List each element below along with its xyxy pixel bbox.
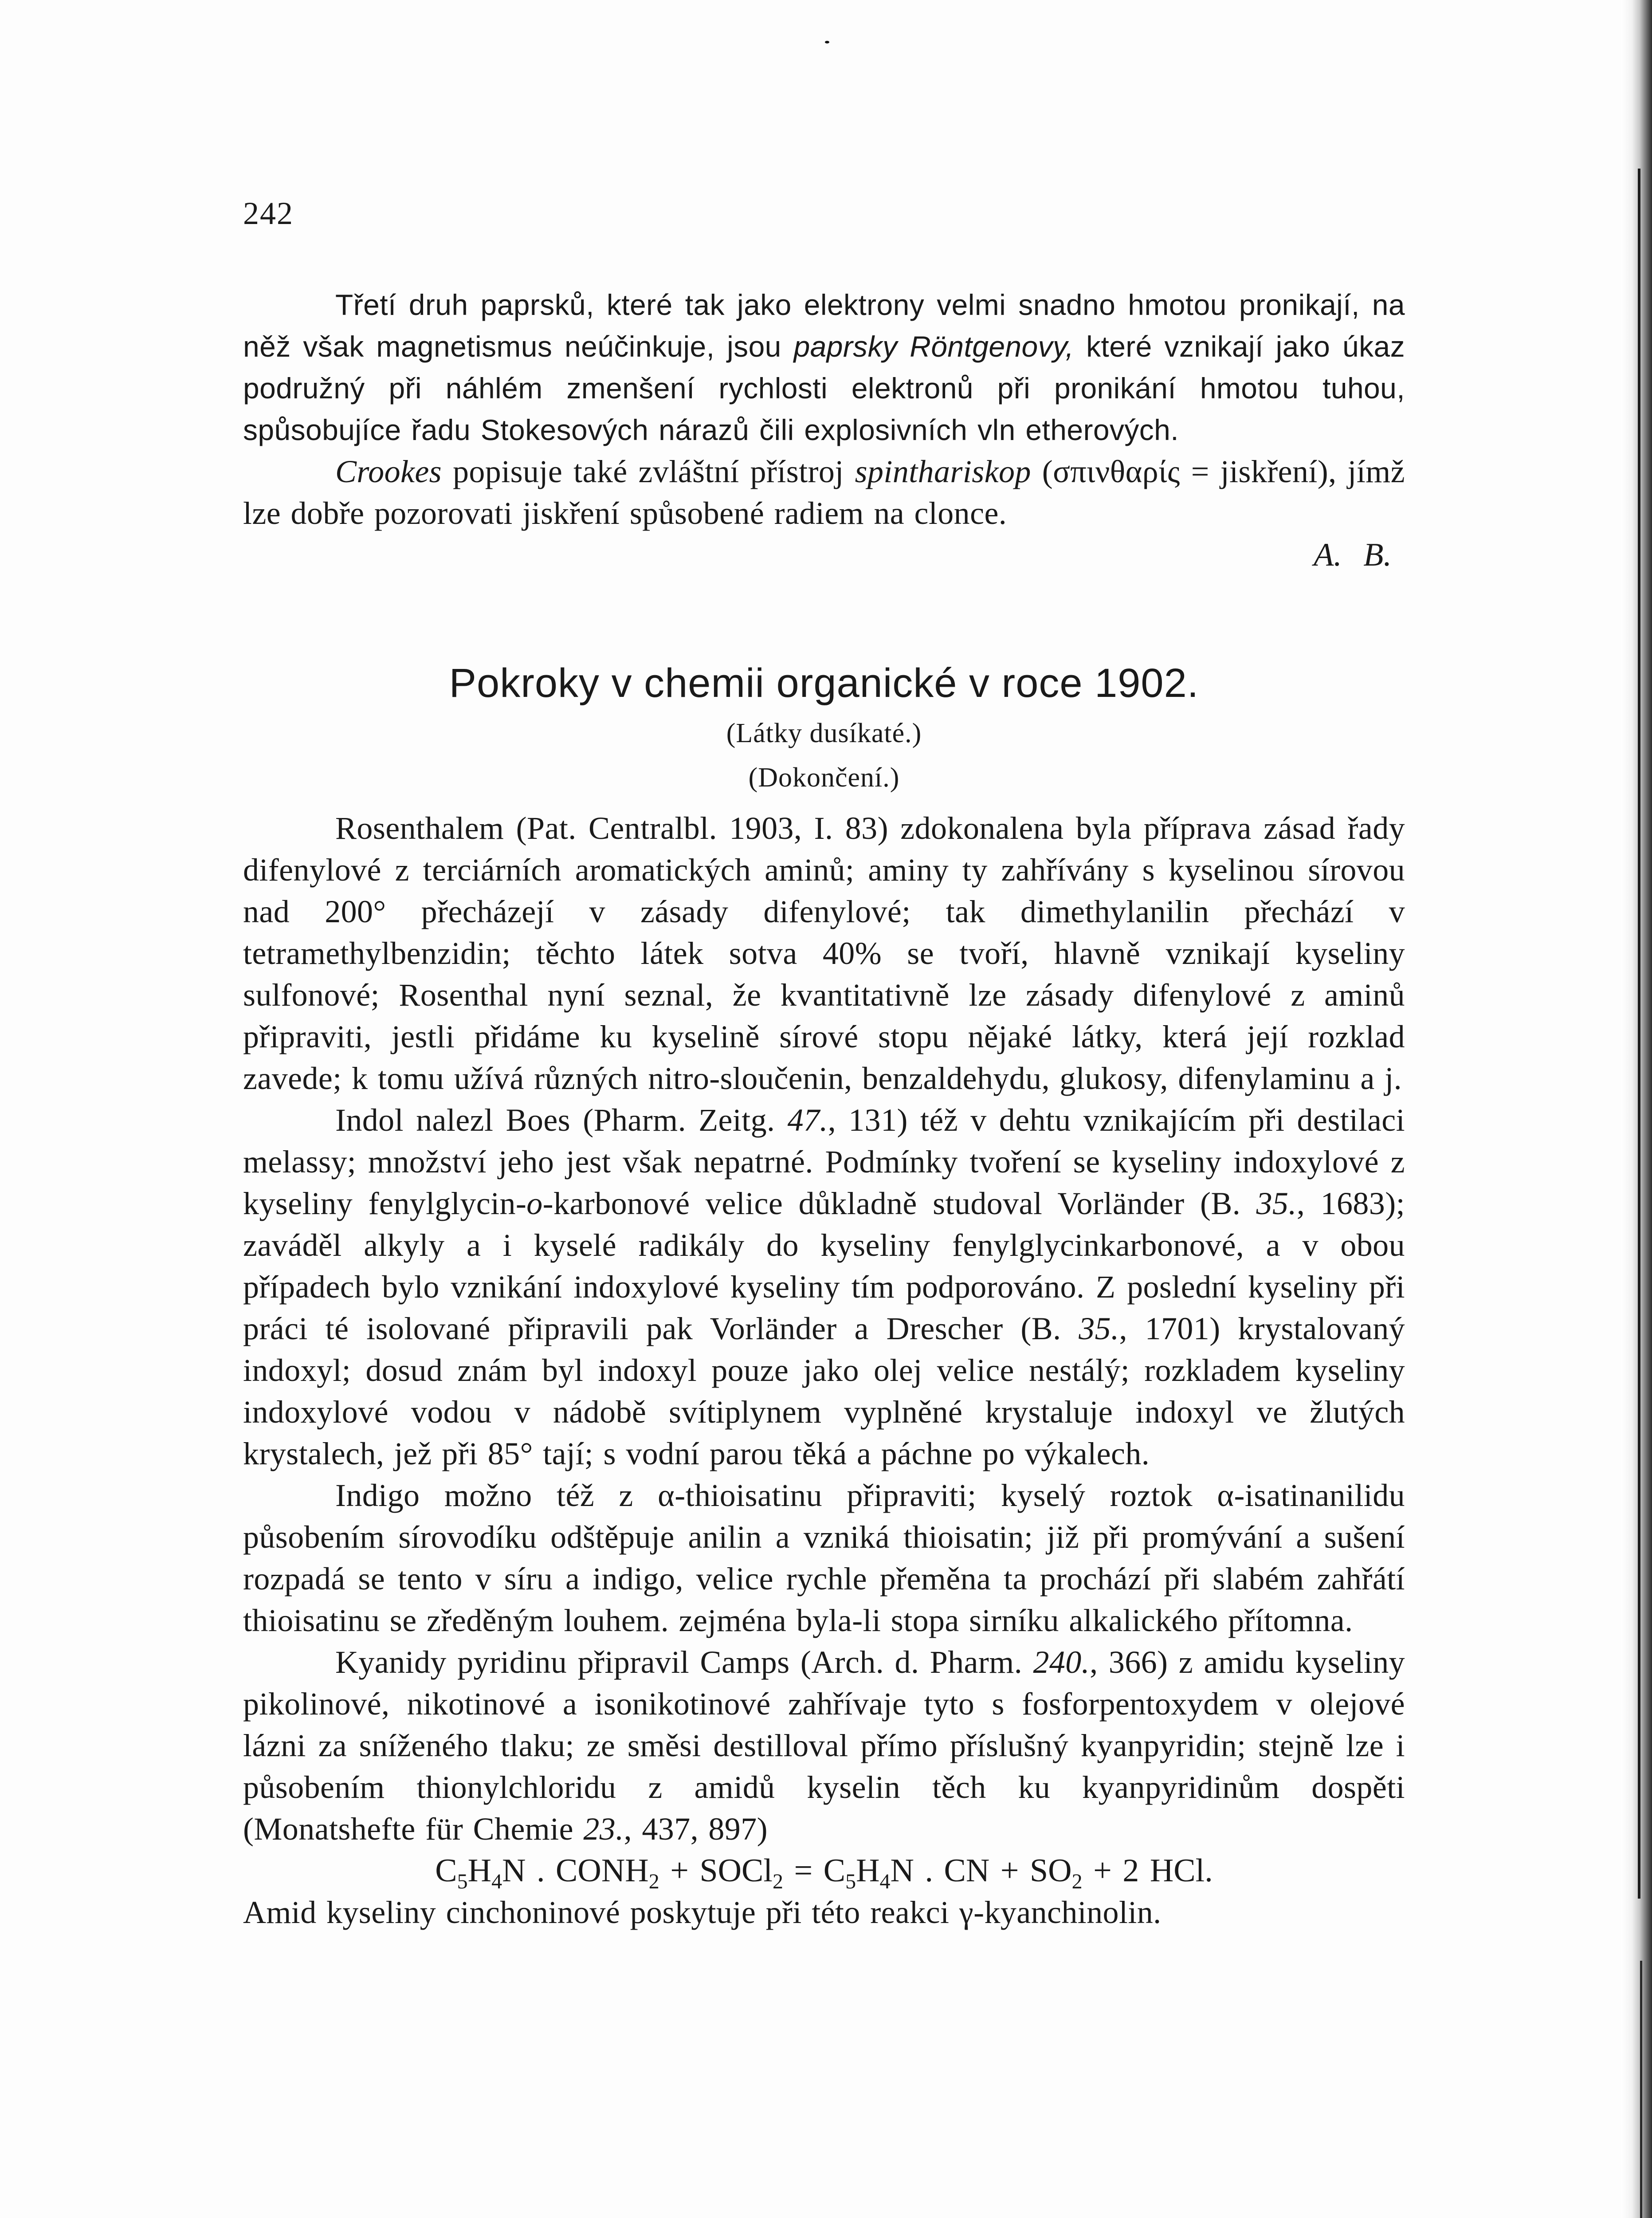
page-number: 242 xyxy=(243,196,294,231)
name-crookes: Crookes xyxy=(335,454,442,489)
formula-part: C xyxy=(435,1852,457,1889)
term-rontgen-rays: paprsky Röntgenovy, xyxy=(793,330,1074,363)
paragraph-rosenthal: Rosenthalem (Pat. Centralbl. 1903, I. 83) zdokonalena byla příprava zásad řady difenylové z terciárních aromatických aminů; aminy ty zahřívány s kyselinou sírovou nad 200° přecházejí v zásady difenylové; tak dimethylanilin přechází v tetramethylbenzidin; těchto látek sotva 40% se tvoří, hlavně vznikají kyseliny sulfonové; Rosenthal nyní seznal, že kvantitativně lze zásady difenylové z aminů připraviti, jestli přidáme ku kyselině sírové stopu nějaké látky, která její rozklad zavede; k tomu užívá různých nitro-sloučenin, benzaldehydu, glukosy, difenylaminu a j. xyxy=(243,810,1405,1096)
text-span: popisuje také zvláštní přístroj xyxy=(453,454,844,489)
formula-operator: = xyxy=(794,1852,813,1889)
text-span: , 131) též v dehtu vznikajícím při destilaci melassy; množství jeho jest však nepatrné. Podmínky tvoření se kyseliny indoxylové z kyseliny fenylglycin- xyxy=(243,1102,1405,1221)
formula-part: SOCl xyxy=(699,1852,773,1889)
section-continuation xyxy=(243,284,1405,576)
formula-part: H xyxy=(856,1852,880,1889)
formula-operator: + xyxy=(670,1852,689,1889)
formula-part: N . CN xyxy=(890,1852,990,1889)
article-continuation-note: (Dokončení.) xyxy=(748,763,900,793)
author-signature: A. B. xyxy=(1314,537,1392,573)
formula-subscript: 2 xyxy=(648,1869,659,1893)
formula-subscript: 5 xyxy=(845,1869,856,1893)
text-span: které vznikají jako úkaz podružný při náhlém zmenšení rychlosti elektronů při pronikání hmotou tuhou, spůsobujíce řadu Stokesových nárazů čili explosivních vln etherových. xyxy=(243,330,1405,446)
text-span: Kyanidy pyridinu připravil Camps (Arch. d. Pharm. xyxy=(335,1644,1023,1680)
article-title: Pokroky v chemii organické v roce 1902. xyxy=(449,661,1199,706)
formula-part: H xyxy=(467,1852,492,1889)
scan-edge-line xyxy=(1638,169,1640,1899)
formula-subscript: 2 xyxy=(772,1869,783,1893)
formula-part: N . CONH xyxy=(502,1852,649,1889)
text-span: , 366) z amidu kyseliny pikolinové, nikotinové a isonikotinové zahřívaje tyto s fosforpentoxydem v olejové lázni za sníženého tlaku; ze směsi destilloval přímo příslušný kyanpyridin; stejně lze i působením thionylchloridu z amidů kyselin těch ku kyanpyridinům dospěti (Monatshefte für Chemie xyxy=(243,1644,1405,1847)
text-span: , 437, 897) xyxy=(624,1811,768,1847)
paragraph-indol xyxy=(243,1099,1405,1475)
volume-number: 47. xyxy=(787,1102,828,1138)
text-span: (σπινθαρίς = jiskření), jímž lze dobře pozorovati jiskření spůsobené radiem na clonce. xyxy=(243,454,1405,531)
formula-subscript: 2 xyxy=(1071,1869,1083,1893)
text-span: -karbonové velice důkladně studoval Vorländer (B. xyxy=(542,1186,1241,1221)
formula-operator: + xyxy=(1000,1852,1019,1889)
paragraph-indigo: Indigo možno též z α-thioisatinu připraviti; kyselý roztok α-isatinanilidu působením sírovodíku odštěpuje anilin a vzniká thioisatin; již při promývání a sušení rozpadá se tento v síru a indigo, velice rychle přeměna ta prochází při slabém zahřátí thioisatinu se zředěným louhem. zejména byla-li stopa sirníku alkalického přítomna. xyxy=(243,1478,1405,1638)
paragraph-cinchonin: Amid kyseliny cinchoninové poskytuje při této reakci γ-kyanchinolin. xyxy=(243,1895,1162,1930)
volume-number: 23. xyxy=(583,1811,624,1847)
formula-operator: + xyxy=(1093,1852,1112,1889)
formula-part: 2 HCl. xyxy=(1122,1852,1213,1889)
volume-number: 35. xyxy=(1256,1186,1297,1221)
volume-number: 35. xyxy=(1079,1311,1119,1346)
article-subtitle: (Látky dusíkaté.) xyxy=(726,718,922,748)
text-span: , 1683); zaváděl alkyly a i kyselé radikály do kyseliny fenylglycinkarbonové, a v obou případech bylo vznikání indoxylové kyseliny tím podporováno. Z poslední kyseliny při práci té isolované připravili pak Vorländer a Drescher (B. xyxy=(243,1186,1405,1346)
paragraph-crookes xyxy=(243,451,1405,534)
article-body xyxy=(243,807,1405,1933)
formula-subscript: 4 xyxy=(879,1869,891,1893)
formula-subscript: 4 xyxy=(491,1869,502,1893)
scan-edge-shadow xyxy=(1621,0,1652,2218)
text-span: Třetí druh paprsků, které tak jako elektrony velmi snadno hmotou pronikají, na něž však magnetismus neúčinkuje, jsou xyxy=(243,288,1405,363)
formula-part: SO xyxy=(1030,1852,1072,1889)
text-span: , 1701) krystalovaný indoxyl; dosud znám byl indoxyl pouze jako olej velice nestálý; rozkladem kyseliny indoxylové vodou v nádobě svítiplynem vyplněné krystaluje indoxyl ve žlutých krystalech, jež při 85° tají; s vodní parou těká a páchne po výkalech. xyxy=(243,1311,1405,1471)
scan-speck xyxy=(825,41,829,43)
chemical-equation xyxy=(243,1850,1405,1892)
volume-number: 240. xyxy=(1033,1644,1090,1680)
ortho-prefix: o xyxy=(526,1186,543,1221)
paragraph-rontgen xyxy=(243,284,1405,451)
formula-subscript: 5 xyxy=(457,1869,468,1893)
text-span: Indol nalezl Boes (Pharm. Zeitg. xyxy=(335,1102,775,1138)
term-spinthariskop: spinthariskop xyxy=(855,454,1031,489)
scan-edge-line-lower xyxy=(1640,1961,1642,2218)
paragraph-kyanidy xyxy=(243,1641,1405,1850)
formula-part: C xyxy=(823,1852,846,1889)
